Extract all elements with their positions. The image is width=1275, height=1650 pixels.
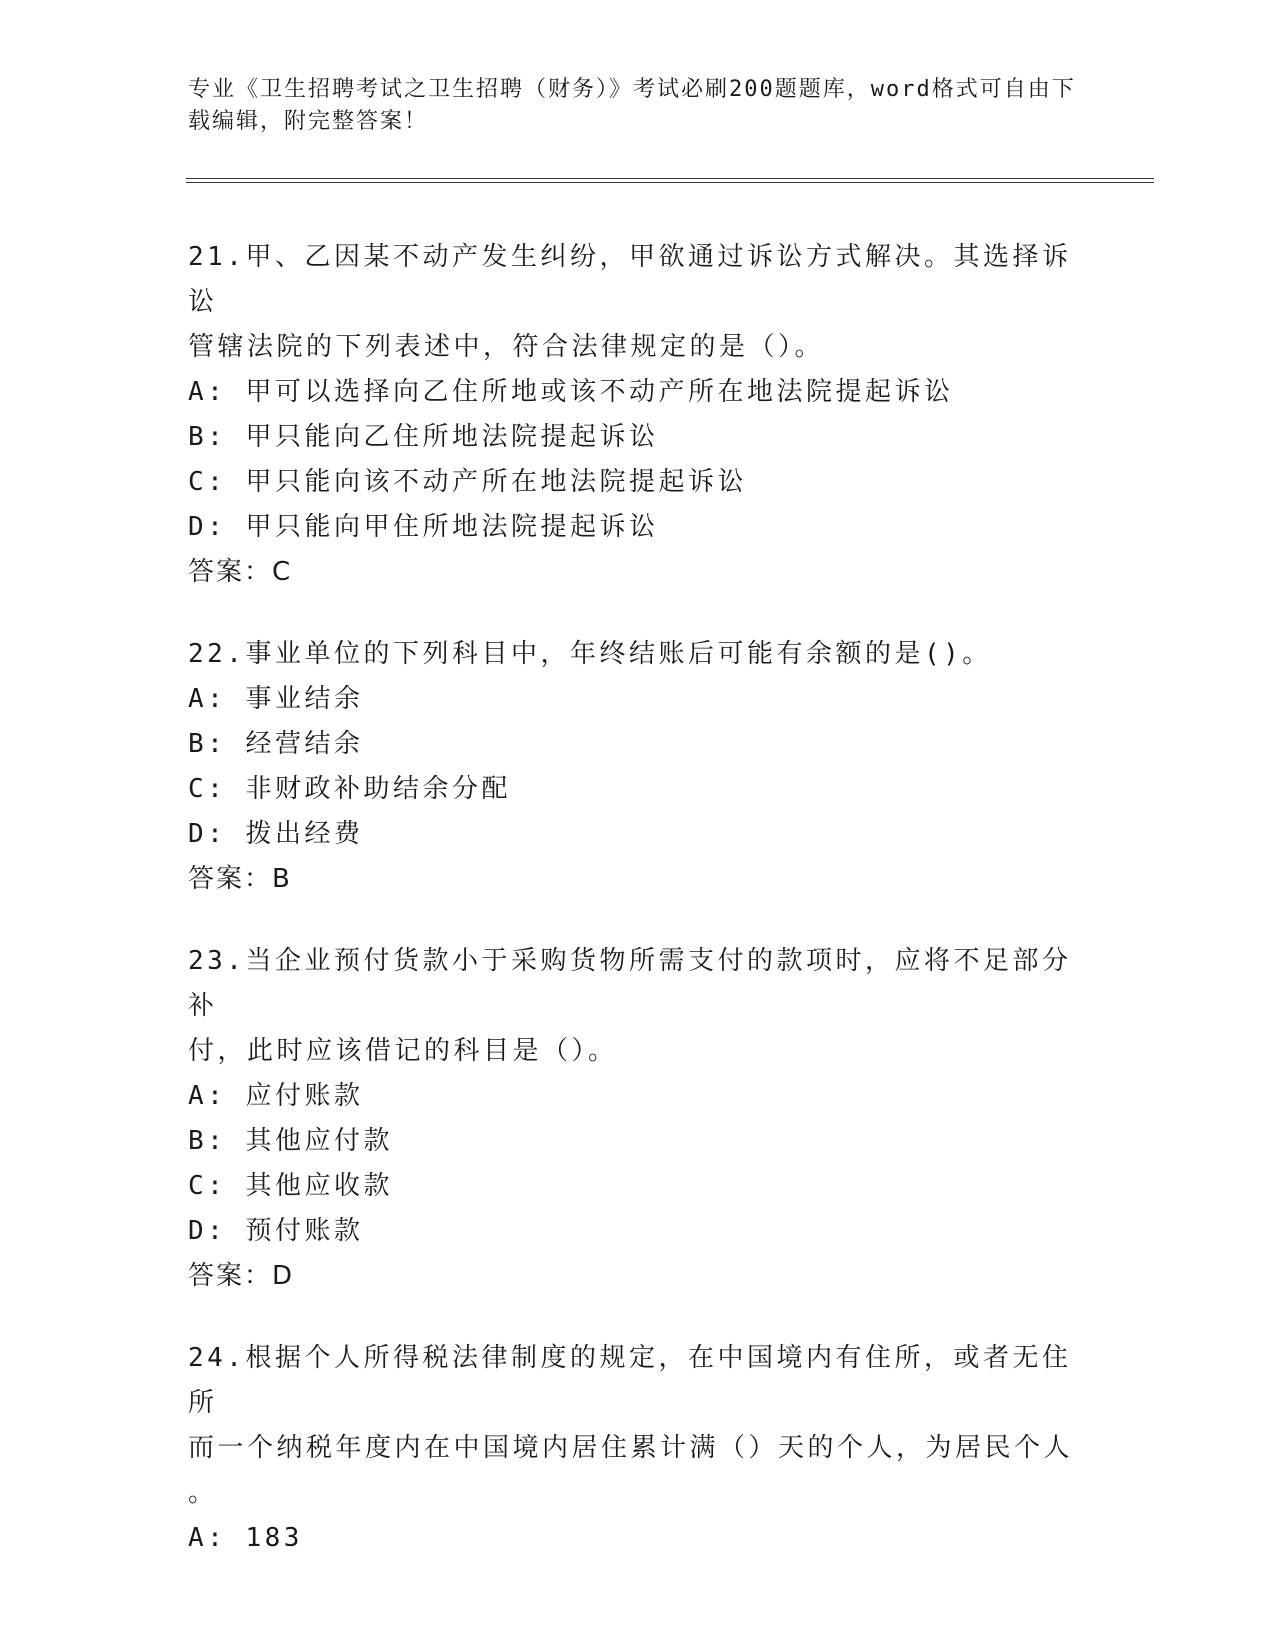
question-stem-line: 付，此时应该借记的科目是（）。 [188, 1036, 618, 1066]
answer-option: B: 其他应付款 [188, 1126, 393, 1156]
answer-key: 答案：C [188, 557, 293, 587]
question-stem-line: 。 [188, 1478, 218, 1508]
answer-option: C: 甲只能向该不动产所在地法院提起诉讼 [188, 467, 747, 497]
question-stem-line: 而一个纳税年度内在中国境内居住累计满（）天的个人，为居民个人 [188, 1433, 1074, 1463]
answer-option: B: 经营结余 [188, 729, 364, 759]
document-header: 专业《卫生招聘考试之卫生招聘（财务）》考试必刷200题题库，word格式可自由下载编辑，附完整答案！ [188, 77, 1076, 134]
question-stem-line: 23.当企业预付货款小于采购货物所需支付的款项时，应将不足部分补 [188, 946, 1072, 1021]
question-block [188, 235, 1088, 595]
answer-option: A: 183 [188, 1523, 303, 1553]
answer-key: 答案：D [188, 1261, 295, 1291]
answer-option: C: 其他应收款 [188, 1171, 393, 1201]
answer-option: D: 预付账款 [188, 1216, 364, 1246]
answer-option: A: 应付账款 [188, 1081, 364, 1111]
answer-key: 答案：B [188, 864, 292, 894]
question-stem-line: 管辖法院的下列表述中，符合法律规定的是（）。 [188, 332, 825, 362]
question-block [188, 632, 1088, 902]
answer-option: D: 拨出经费 [188, 819, 364, 849]
question-stem-line: 21.甲、乙因某不动产发生纠纷，甲欲通过诉讼方式解决。其选择诉讼 [188, 242, 1072, 317]
question-list [188, 235, 1088, 1598]
answer-option: B: 甲只能向乙住所地法院提起诉讼 [188, 422, 659, 452]
answer-option: C: 非财政补助结余分配 [188, 774, 511, 804]
answer-option: A: 甲可以选择向乙住所地或该不动产所在地法院提起诉讼 [188, 377, 954, 407]
question-stem-line: 22.事业单位的下列科目中，年终结账后可能有余额的是()。 [188, 639, 992, 669]
question-block [188, 939, 1088, 1299]
question-stem-line: 24.根据个人所得税法律制度的规定，在中国境内有住所，或者无住所 [188, 1343, 1072, 1418]
answer-option: A: 事业结余 [188, 684, 364, 714]
question-block [188, 1336, 1088, 1561]
header-divider [186, 178, 1154, 183]
answer-option: D: 甲只能向甲住所地法院提起诉讼 [188, 512, 659, 542]
